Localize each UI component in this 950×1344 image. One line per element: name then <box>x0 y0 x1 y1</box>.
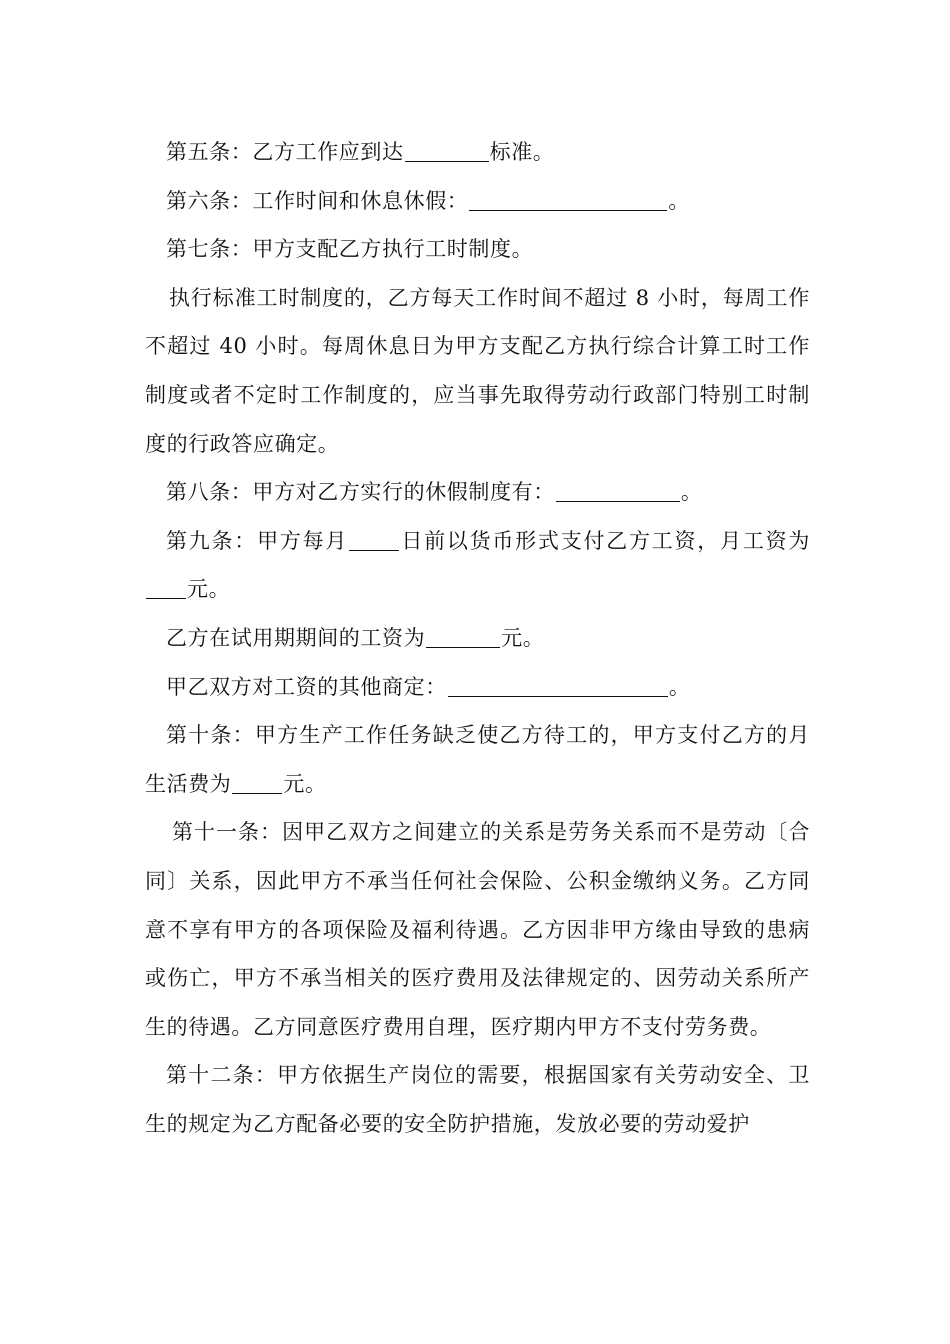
fill-blank <box>426 625 500 648</box>
article-6 <box>145 177 810 226</box>
article-9-other-suffix: 。 <box>668 674 691 699</box>
article-6-suffix: 。 <box>668 188 691 213</box>
fill-blank <box>448 674 668 697</box>
article-9-other-text: 甲乙双方对工资的其他商定： <box>166 674 447 699</box>
fill-blank <box>146 576 186 599</box>
article-11: 第十一条：因甲乙双方之间建立的关系是劳务关系而不是劳动〔合同〕关系，因此甲方不承当任何社会保险、公积金缴纳义务。乙方同意不享有甲方的各项保险及福利待遇。乙方因非甲方缘由导致的患病或伤亡，甲方不承当相关的医疗费用及法律规定的、因劳动关系所产生的待遇。乙方同意医疗费用自理，医疗期内甲方不支付劳务费。 <box>145 820 810 1039</box>
article-10 <box>145 711 810 808</box>
article-9-probation-text: 乙方在试用期期间的工资为 <box>166 625 426 650</box>
article-9-text: 第九条：甲方每月 <box>166 528 349 553</box>
article-7: 第七条：甲方支配乙方执行工时制度。 <box>166 237 534 262</box>
article-5 <box>145 128 810 177</box>
article-8-suffix: 。 <box>680 480 703 505</box>
document-body <box>145 128 810 1148</box>
article-9-middle: 日前以货币形式支付乙方工资，月工资为 <box>400 528 810 553</box>
article-8-text: 第八条：甲方对乙方实行的休假制度有： <box>166 480 555 505</box>
article-9-other <box>145 663 810 712</box>
article-12: 第十二条：甲方依据生产岗位的需要，根据国家有关劳动安全、卫生的规定为乙方配备必要的安全防护措施，发放必要的劳动爱护 <box>145 1063 810 1136</box>
article-9-suffix: 元。 <box>187 577 231 602</box>
article-9-probation <box>145 614 810 663</box>
fill-blank <box>405 139 489 162</box>
article-10-suffix: 元。 <box>283 771 327 796</box>
fill-blank <box>349 528 399 551</box>
article-6-text: 第六条：工作时间和休息休假： <box>166 188 469 213</box>
fill-blank <box>556 479 680 502</box>
article-7-detail: 执行标准工时制度的，乙方每天工作时间不超过 8 小时，每周工作不超过 40 小时。每周休息日为甲方支配乙方执行综合计算工时工作制度或者不定时工作制度的，应当事先取得劳动行政部门特别工时制度的行政答应确定。 <box>145 285 810 456</box>
article-9 <box>145 517 810 614</box>
fill-blank <box>232 771 282 794</box>
article-5-suffix: 标准。 <box>489 140 555 164</box>
article-10-text: 第十条：甲方生产工作任务缺乏使乙方待工的，甲方支付乙方的月生活费为 <box>145 723 810 796</box>
article-9-probation-suffix: 元。 <box>501 625 545 650</box>
fill-blank <box>469 188 667 211</box>
article-8 <box>145 468 810 517</box>
article-5-text: 第五条：乙方工作应到达 <box>166 140 404 164</box>
